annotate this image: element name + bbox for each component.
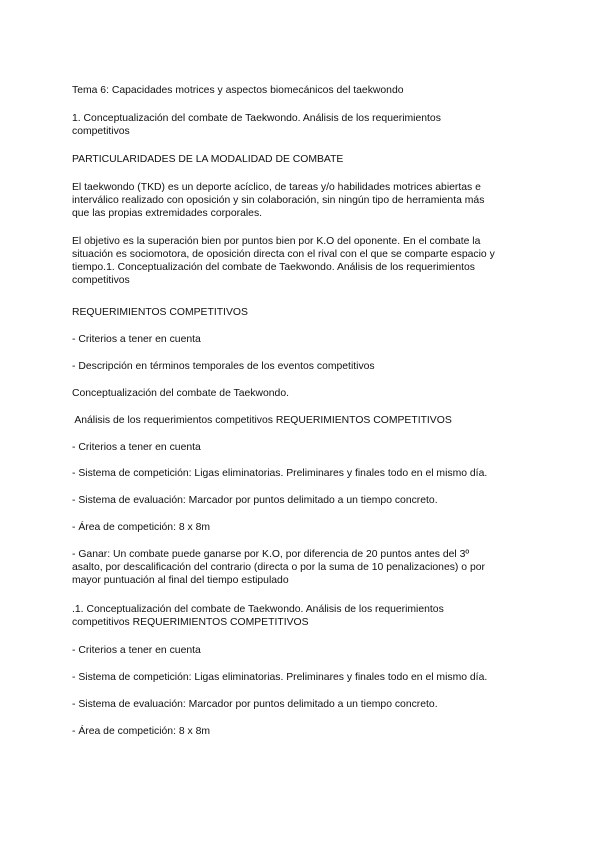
paragraph-objetivo: [72, 235, 512, 287]
text-line: asalto, por descalificación del contrario (directa o por la suma de 10 penalizaciones) o por: [72, 562, 485, 573]
text-line: situación es sociomotora, de oposición directa con el rival con el que se comparte espacio y: [72, 249, 495, 260]
list-item-sistema-competicion: - Sistema de competición: Ligas eliminatorias. Preliminares y finales todo en el mismo día.: [72, 468, 488, 479]
text-line: El taekwondo (TKD) es un deporte acíclico, de tareas y/o habilidades motrices abiertas e: [72, 182, 481, 193]
text-line: 1. Conceptualización del combate de Taekwondo. Análisis de los requerimientos: [72, 113, 441, 124]
list-item-sistema-competicion: - Sistema de competición: Ligas eliminatorias. Preliminares y finales todo en el mismo día.: [72, 672, 488, 683]
list-item-sistema-evaluacion: - Sistema de evaluación: Marcador por puntos delimitado a un tiempo concreto.: [72, 495, 438, 506]
list-item-area: - Área de competición: 8 x 8m: [72, 726, 211, 737]
list-item-descripcion: - Descripción en términos temporales de los eventos competitivos: [72, 361, 375, 372]
document-title: Tema 6: Capacidades motrices y aspectos biomecánicos del taekwondo: [72, 85, 404, 96]
text-line: competitivos REQUERIMIENTOS COMPETITIVOS: [72, 617, 309, 628]
text-line: El objetivo es la superación bien por puntos bien por K.O del oponente. En el combate la: [72, 236, 481, 247]
list-item-area: - Área de competición: 8 x 8m: [72, 522, 211, 533]
text-line: interválico realizado con oposición y sin colaboración, sin ningún tipo de herramienta más: [72, 195, 485, 206]
list-item-sistema-evaluacion: - Sistema de evaluación: Marcador por puntos delimitado a un tiempo concreto.: [72, 699, 438, 710]
text-line: que las propias extremidades corporales.: [72, 208, 263, 219]
text-line: - Ganar: Un combate puede ganarse por K.O, por diferencia de 20 puntos antes del 3º: [72, 549, 470, 560]
section-heading-conceptualizacion: [72, 112, 512, 138]
list-item-ganar: [72, 548, 512, 587]
list-item-criterios: - Criterios a tener en cuenta: [72, 334, 201, 345]
text-line: competitivos: [72, 275, 130, 286]
heading-particularidades: PARTICULARIDADES DE LA MODALIDAD DE COMBATE: [72, 154, 344, 165]
text-line: mayor puntuación al final del tiempo estipulado: [72, 575, 289, 586]
list-item-criterios: - Criterios a tener en cuenta: [72, 442, 201, 453]
paragraph-tkd: [72, 181, 512, 220]
text-line: tiempo.1. Conceptualización del combate de Taekwondo. Análisis de los requerimientos: [72, 262, 475, 273]
text-line: .1. Conceptualización del combate de Taekwondo. Análisis de los requerimientos: [72, 604, 444, 615]
paragraph-analisis: Análisis de los requerimientos competitivos REQUERIMIENTOS COMPETITIVOS: [72, 415, 452, 426]
paragraph-conceptualizacion: Conceptualización del combate de Taekwondo.: [72, 388, 289, 399]
section-heading-conceptualizacion-2: [72, 603, 512, 629]
text-line: competitivos: [72, 126, 130, 137]
list-item-criterios: - Criterios a tener en cuenta: [72, 645, 201, 656]
heading-requerimientos: REQUERIMIENTOS COMPETITIVOS: [72, 307, 248, 318]
